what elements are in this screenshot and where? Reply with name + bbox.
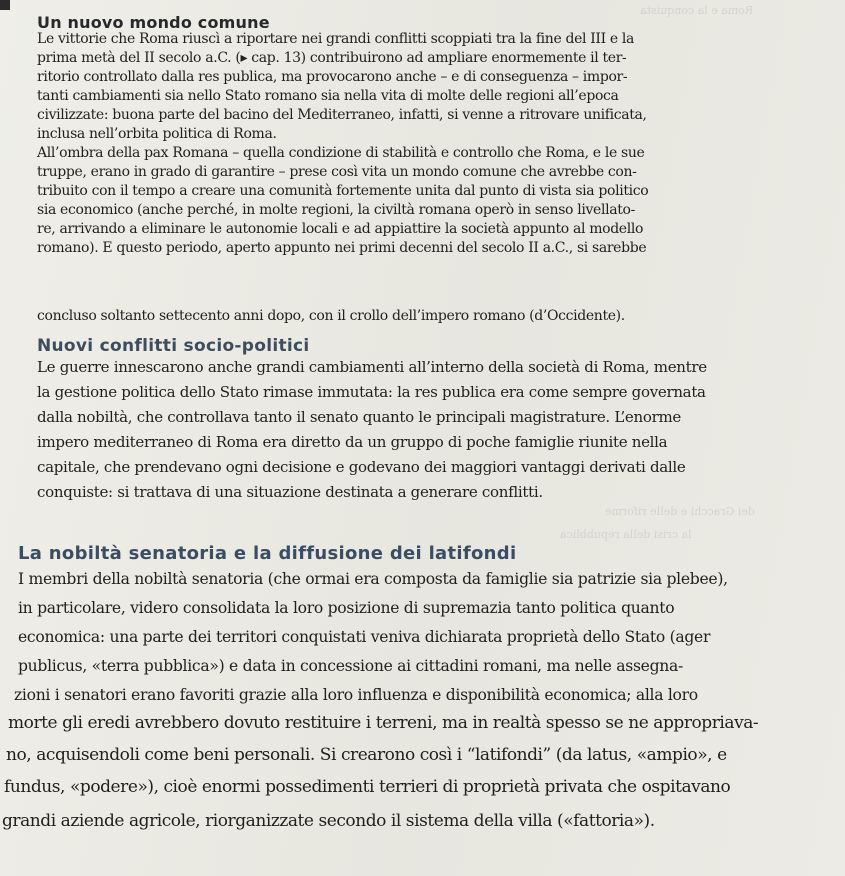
text-line: tanti cambiamenti sia nello Stato romano sia nella vita di molte delle regioni all’epoca	[37, 88, 619, 104]
text-line: fundus, «podere»), cioè enormi possedimenti terrieri di proprietà privata che ospitavano	[4, 777, 731, 797]
corner-mark	[0, 0, 10, 10]
text-line: capitale, che prendevano ogni decisione e godevano dei maggiori vantaggi derivati dalle	[37, 458, 686, 476]
text-line: I membri della nobiltà senatoria (che ormai era composta da famiglie sia patrizie sia plebee),	[18, 570, 728, 588]
text-line: re, arrivando a eliminare le autonomie locali e ad appiattire la società appunto al modello	[37, 221, 644, 237]
show-through-text: dei Gracchi e delle riforme	[605, 505, 755, 518]
text-line: no, acquisendoli come beni personali. Si crearono così i “latifondi” (da latus, «ampio», e	[6, 745, 727, 765]
text-line: morte gli eredi avrebbero dovuto restituire i terreni, ma in realtà spesso se ne appropriava-	[8, 713, 759, 733]
show-through-text: Roma e la conquista	[640, 4, 754, 17]
text-line: impero mediterraneo di Roma era diretto da un gruppo di poche famiglie riunite nella	[37, 433, 668, 451]
text-line: economica: una parte dei territori conquistati veniva dichiarata proprietà dello Stato (ager	[18, 628, 711, 646]
text-line: romano). E questo periodo, aperto appunto nei primi decenni del secolo II a.C., si sarebbe	[37, 240, 647, 256]
text-line: conquiste: si trattava di una situazione destinata a generare conflitti.	[37, 483, 543, 501]
text-line: concluso soltanto settecento anni dopo, con il crollo dell’impero romano (d’Occidente).	[37, 308, 625, 324]
section-heading-nuovo-mondo: Un nuovo mondo comune	[37, 13, 270, 32]
text-line: la gestione politica dello Stato rimase immutata: la res publica era come sempre governata	[37, 383, 706, 401]
text-line: ritorio controllato dalla res publica, ma provocarono anche – e di conseguenza – impor-	[37, 69, 628, 85]
show-through-text: la crisi della repubblica	[560, 528, 692, 541]
section-heading-conflitti: Nuovi conflitti socio-politici	[37, 336, 310, 356]
text-line: dalla nobiltà, che controllava tanto il senato quanto le principali magistrature. L’enorme	[37, 408, 681, 426]
text-line: sia economico (anche perché, in molte regioni, la civiltà romana operò in senso livellato-	[37, 202, 635, 218]
text-line: zioni i senatori erano favoriti grazie alla loro influenza e disponibilità economica; alla loro	[14, 686, 698, 704]
text-line: publicus, «terra pubblica») e data in concessione ai cittadini romani, ma nelle assegna-	[18, 657, 683, 675]
text-line: tribuito con il tempo a creare una comunità fortemente unita dal punto di vista sia politico	[37, 183, 649, 199]
text-line: grandi aziende agricole, riorganizzate secondo il sistema della villa («fattoria»).	[2, 811, 655, 831]
text-line: Le guerre innescarono anche grandi cambiamenti all’interno della società di Roma, mentre	[37, 358, 707, 376]
text-line: Le vittorie che Roma riuscì a riportare nei grandi conflitti scoppiati tra la fine del III e la	[37, 31, 635, 47]
text-line: All’ombra della pax Romana – quella condizione di stabilità e controllo che Roma, e le sue	[37, 145, 645, 161]
text-line: inclusa nell’orbita politica di Roma.	[37, 126, 277, 142]
text-line: truppe, erano in grado di garantire – prese così vita un mondo comune che avrebbe con-	[37, 164, 637, 180]
text-line: prima metà del II secolo a.C. (▸ cap. 13) contribuirono ad ampliare enormemente il ter-	[37, 50, 627, 66]
text-line: civilizzate: buona parte del bacino del Mediterraneo, infatti, si venne a ritrovare unificata,	[37, 107, 647, 123]
text-line: in particolare, videro consolidata la loro posizione di supremazia tanto politica quanto	[18, 599, 675, 617]
section-heading-latifondi: La nobiltà senatoria e la diffusione dei latifondi	[18, 543, 517, 564]
